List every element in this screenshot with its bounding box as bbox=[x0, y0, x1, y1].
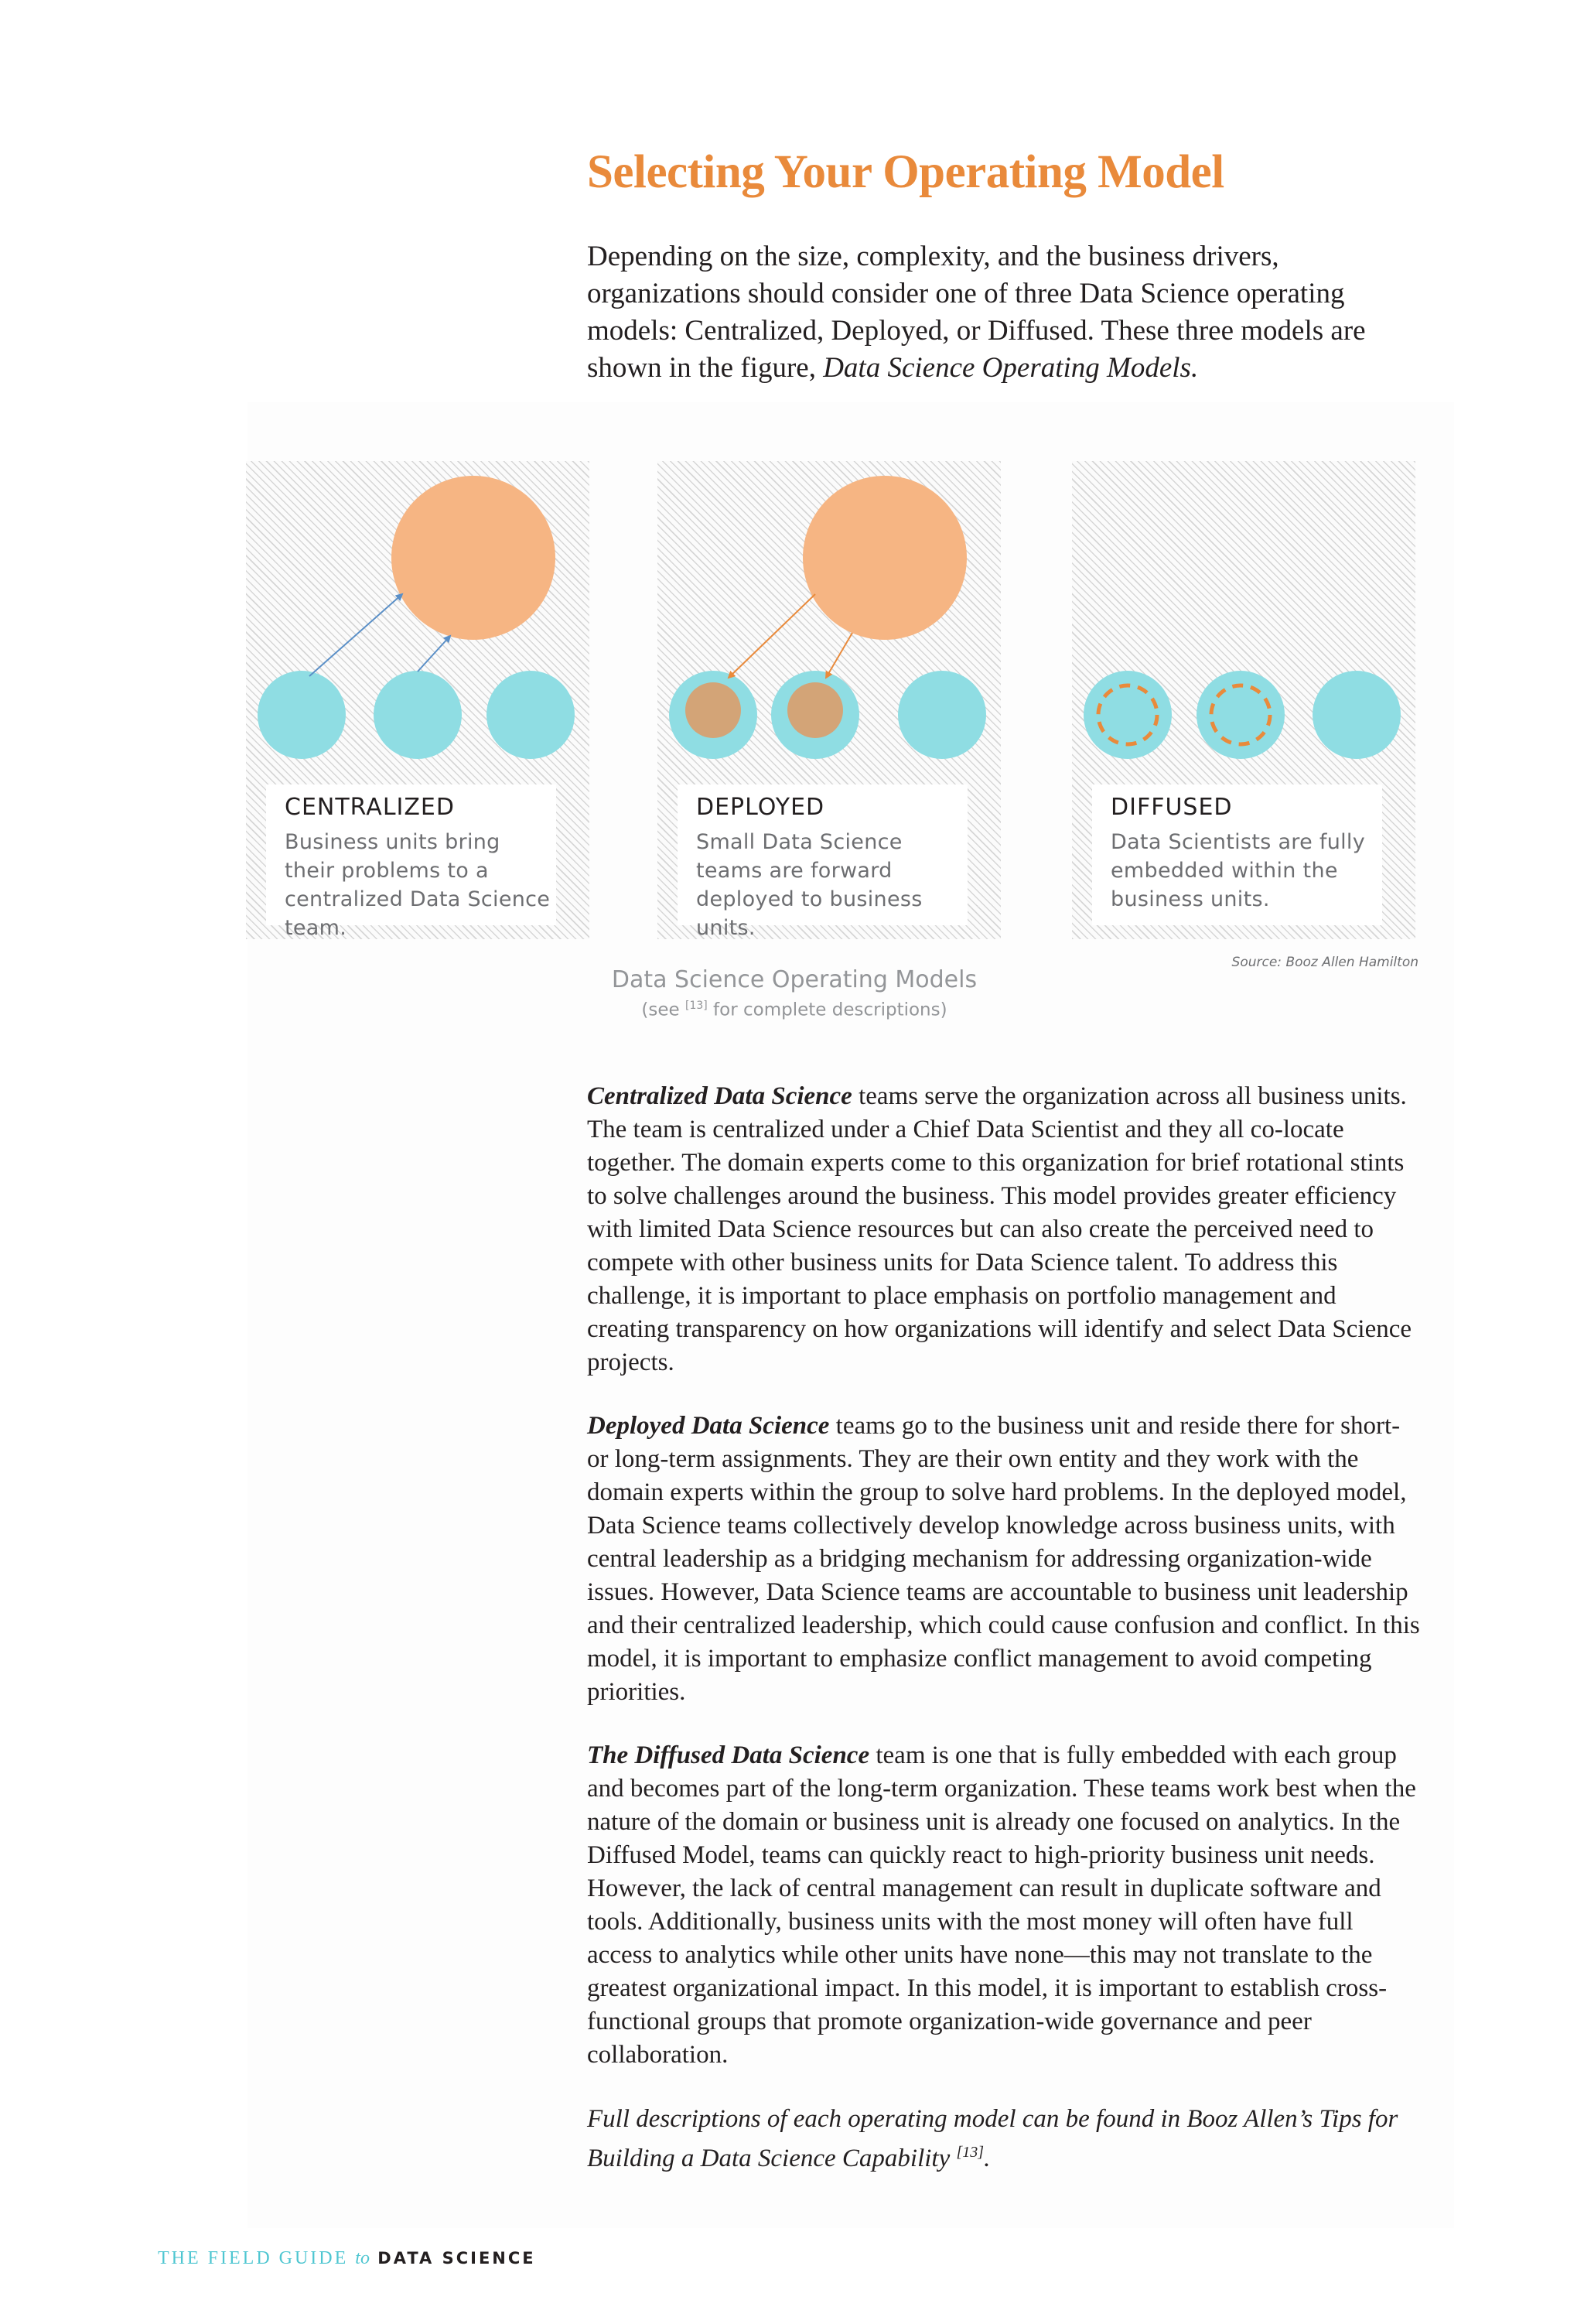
deployed-team-circle bbox=[787, 682, 843, 738]
business-unit-circle bbox=[1313, 671, 1401, 759]
diffused-model-panel bbox=[1072, 461, 1415, 939]
diffused-paragraph bbox=[587, 1739, 1422, 2072]
panel-title: DIFFUSED bbox=[1111, 794, 1233, 821]
panel-title: DEPLOYED bbox=[696, 794, 825, 821]
figure-caption-subtitle bbox=[601, 995, 988, 1021]
paragraph-lead: Centralized Data Science bbox=[587, 1082, 852, 1110]
caption-sub-post: for complete descriptions) bbox=[707, 1000, 947, 1020]
panel-description: Business units bring their problems to a centralized Data Science team. bbox=[285, 830, 551, 940]
page-title: Selecting Your Operating Model bbox=[587, 146, 1224, 198]
citation-ref: [13] bbox=[685, 1000, 708, 1012]
arrow-to-team bbox=[418, 636, 450, 672]
figure-source: Source: Booz Allen Hamilton bbox=[1231, 955, 1418, 970]
intro-figure-ref: Data Science Operating Models. bbox=[823, 352, 1199, 384]
deployed-card bbox=[678, 784, 968, 940]
intro-paragraph bbox=[587, 238, 1422, 387]
business-unit-circle bbox=[898, 671, 986, 759]
intro-text: Depending on the size, complexity, and the business drivers, organizations should consider one of three Data Science operating models: Centralized, Deployed, or Diffused. These three models are shown in the figure, bbox=[587, 241, 1366, 384]
business-unit-circle bbox=[374, 671, 462, 759]
arrow-to-unit bbox=[729, 594, 815, 678]
deployed-team-circle bbox=[685, 682, 741, 738]
paragraph-text: teams serve the organization across all business units. The team is centralized under a Chief Data Scientist and they all co-locate together. The domain experts come to this organization for brief rotational stints to solve challenges around the business. This model provides greater efficiency with limited Data Science resources but can also create the perceived need to compete with other business units for Data Science talent. To address this challenge, it is important to place emphasis on portfolio management and creating transparency on how organizations will identify and select Data Science projects. bbox=[587, 1082, 1412, 1376]
panel-description: Data Scientists are fully embedded within the business units. bbox=[1111, 830, 1365, 911]
centralized-card bbox=[266, 784, 556, 940]
centralized-model-panel bbox=[246, 461, 589, 939]
diffused-card bbox=[1092, 784, 1382, 925]
data-science-team-circle bbox=[803, 476, 967, 640]
note-text: Full descriptions of each operating model can be found in Booz Allen’s Tips for Building a Data Science Capability bbox=[587, 2105, 1398, 2172]
paragraph-lead: The Diffused Data Science bbox=[587, 1741, 870, 1769]
panel-description: Small Data Science teams are forward deployed to business units. bbox=[696, 830, 923, 940]
panel-title: CENTRALIZED bbox=[285, 794, 455, 821]
deployed-model-panel bbox=[657, 461, 1001, 939]
centralized-paragraph bbox=[587, 1080, 1422, 1379]
footer-part2: to bbox=[355, 2248, 370, 2268]
footer-part1: THE FIELD GUIDE bbox=[158, 2248, 356, 2268]
paragraph-text: team is one that is fully embedded with each group and becomes part of the long-term organization. These teams work best when the nature of the domain or business unit is already one focused on analytics. In the Diffused Model, teams can quickly react to high-priority business unit needs. However, the lack of central management can result in duplicate software and tools. Additionally, business units with the most money will often have full access to analytics while other units have none—this may not translate to the greatest organizational impact. In this model, it is important to establish cross-functional groups that promote organization-wide governance and peer collaboration. bbox=[587, 1741, 1416, 2069]
business-unit-circle bbox=[486, 671, 575, 759]
deployed-paragraph bbox=[587, 1410, 1422, 1709]
paragraph-lead: Deployed Data Science bbox=[587, 1412, 830, 1440]
figure-caption bbox=[601, 965, 988, 1021]
page-footer bbox=[158, 2248, 536, 2269]
figure-caption-title: Data Science Operating Models bbox=[611, 966, 978, 993]
data-science-team-circle bbox=[391, 476, 555, 640]
arrow-to-team bbox=[309, 594, 402, 676]
footer-part3: DATA SCIENCE bbox=[369, 2249, 536, 2268]
caption-sub-pre: (see bbox=[641, 1000, 685, 1020]
paragraph-text: teams go to the business unit and reside there for short- or long-term assignments. They are their own entity and they work with the domain experts within the group to solve hard problems. In the deployed model, Data Science teams collectively develop knowledge across business units, with central leadership as a bridging mechanism for addressing organization-wide issues. However, Data Science teams are accountable to business unit leadership and their centralized leadership, which could cause confusion and conflict. In this model, it is important to emphasize conflict management to avoid competing priorities. bbox=[587, 1412, 1420, 1706]
citation-ref: [13] bbox=[956, 2144, 985, 2161]
reference-note bbox=[587, 2103, 1422, 2175]
arrow-to-unit bbox=[826, 633, 852, 678]
note-end: . bbox=[984, 2145, 991, 2172]
business-unit-circle bbox=[258, 671, 346, 759]
